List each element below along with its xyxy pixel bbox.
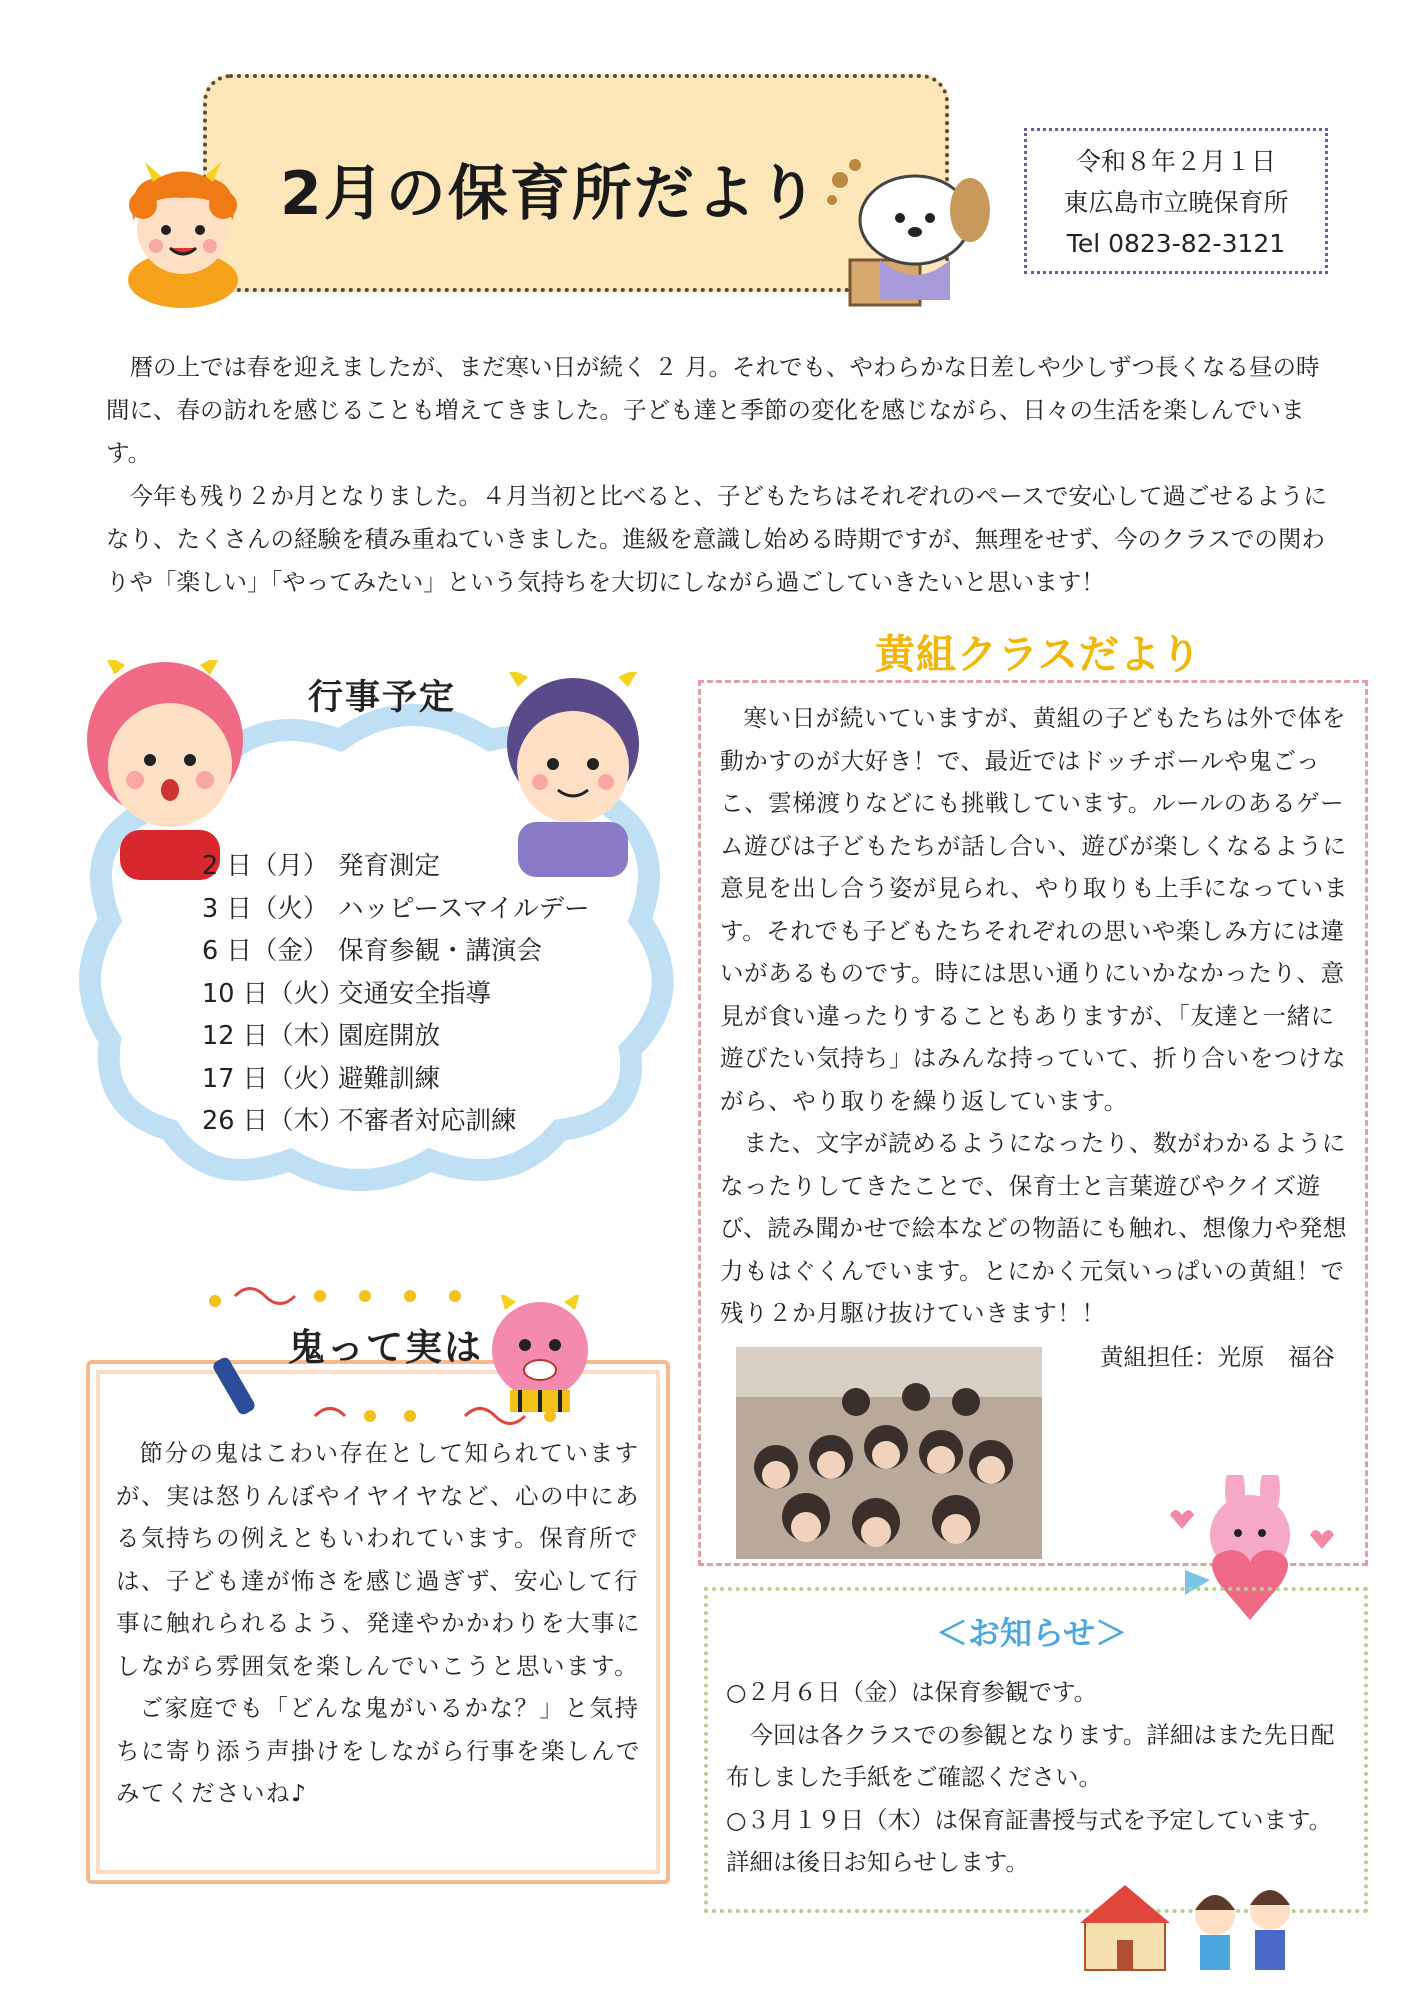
events-list <box>202 845 590 1143</box>
event-name: 園庭開放 <box>338 1021 441 1051</box>
notice-line: 詳細は後日お知らせします。 <box>726 1848 1029 1876</box>
event-item <box>202 888 590 931</box>
class-paragraph: また、文字が読めるようになったり、数がわかるようになったりしてきたことで、保育士と言葉遊びやクイズ遊び、読み聞かせで絵本などの物語にも触れ、想像力や発想力もはぐくんでいます。とにかく元気いっぱいの黄組！で残り２か月駆け抜けていきます！！ <box>720 1129 1348 1327</box>
event-date: 12 日（木） <box>202 1021 345 1051</box>
oni-text <box>116 1432 648 1815</box>
event-date: 6 日（金） <box>202 936 329 966</box>
event-date: 10 日（火） <box>202 978 345 1009</box>
class-signature: 黄組担任：光原 福谷 <box>1100 1343 1335 1371</box>
issuer-info <box>1024 128 1328 274</box>
notice-line: ○３月１９日（木）は保育証書授与式を予定しています。 <box>726 1805 1333 1834</box>
intro-text <box>106 346 1328 604</box>
notice-text <box>726 1671 1354 1884</box>
intro-paragraph: 暦の上では春を迎えましたが、まだ寒い日が続く ２ 月。それでも、やわらかな日差しや少しずつ長くなる昼の時間に、春の訪れを感じることも増えてきました。子ども達と季節の変化を感じながら、日々の生活を楽しんでいます。 <box>106 353 1320 467</box>
school-kids-icon <box>1075 1865 1305 1985</box>
event-name: 交通安全指導 <box>338 978 492 1009</box>
event-name: 発育測定 <box>338 851 441 881</box>
oni-title: 鬼って実は <box>288 1326 483 1369</box>
notice-line: ○２月６日（金）は保育参観です。 <box>726 1678 1098 1706</box>
pink-oni-icon <box>480 1295 600 1415</box>
class-text <box>720 697 1350 1335</box>
event-name: 不審者対応訓練 <box>338 1106 517 1136</box>
event-name: ハッピースマイルデー <box>338 893 590 924</box>
event-name: 避難訓練 <box>338 1063 441 1094</box>
notice-line: 今回は各クラスでの参観となります。詳細はまた先日配布しました手紙をご確認ください。 <box>726 1720 1335 1791</box>
event-item <box>202 930 590 973</box>
class-paragraph: 寒い日が続いていますが、黄組の子どもたちは外で体を動かすのが大好き！で、最近ではドッチボールや鬼ごっこ、雲梯渡りなどにも挑戦しています。ルールのあるゲーム遊びは子どもたちが話し合い、遊びが楽しくなるように意見を出し合う姿が見られ、やり取りも上手になっています。それでも子どもたちそれぞれの思いや楽しみ方には違いがあるものです。時には思い通りにいかなかったり、意見が食い違ったりすることもありますが、「友達と一緒に遊びたい気持ち」はみんな持っていて、折り合いをつけながら、やり取りを繰り返しています。 <box>720 704 1349 1115</box>
issuer-name: 東広島市立暁保育所 <box>1063 188 1289 217</box>
events-title: 行事予定 <box>308 678 457 718</box>
event-date: 2 日（月） <box>202 851 329 881</box>
event-date: 3 日（火） <box>202 893 329 924</box>
class-photo <box>736 1347 1042 1559</box>
event-item <box>202 1058 590 1101</box>
oni-paragraph: ご家庭でも「どんな鬼がいるかな？」と気持ちに寄り添う声掛けをしながら行事を楽しんでみてくださいね♪ <box>116 1694 641 1807</box>
event-date: 26 日（木） <box>202 1106 345 1136</box>
oni-paragraph: 節分の鬼はこわい存在として知られていますが、実は怒りんぼやイヤイヤなど、心の中にある気持ちの例えともいわれています。保育所では、子ども達が怖さを感じ過ぎず、安心して行事に触れられるよう、発達やかかわりを大事にしながら雰囲気を楽しんでいこうと思います。 <box>116 1439 641 1680</box>
orange-oni-icon <box>98 160 268 310</box>
event-item <box>202 1100 590 1143</box>
event-name: 保育参観・講演会 <box>338 936 543 966</box>
event-date: 17 日（火） <box>202 1063 345 1094</box>
notice-title: ＜お知らせ＞ <box>936 1614 1128 1652</box>
page-title: 2月の保育所だより <box>280 159 820 229</box>
issuer-tel: Tel 0823-82-3121 <box>1066 229 1286 258</box>
intro-paragraph: 今年も残り２か月となりました。４月当初と比べると、子どもたちはそれぞれのペースで安心して過ごせるようになり、たくさんの経験を積み重ねていきました。進級を意識し始める時期ですが、無理をせず、今のクラスでの関わりや「楽しい」「やってみたい」という気持ちを大切にしながら過ごしていきたいと思います！ <box>106 482 1327 596</box>
class-title: 黄組クラスだより <box>875 632 1202 678</box>
event-item <box>202 845 590 888</box>
event-item <box>202 973 590 1016</box>
dog-bean-icon <box>820 150 1000 310</box>
issue-date: 令和８年２月１日 <box>1075 147 1276 176</box>
event-item <box>202 1015 590 1058</box>
